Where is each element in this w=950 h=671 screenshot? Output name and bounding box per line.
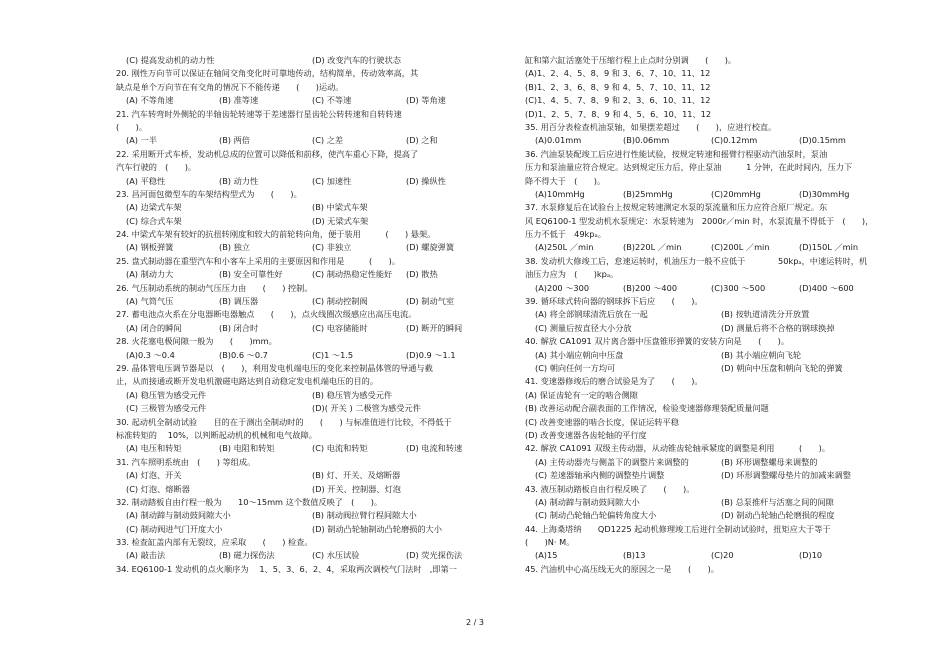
question-line: 25. 盘式制动器在重型汽车和小客车上采用的主要原因和作用是 ( )。: [116, 255, 401, 266]
options-row: [525, 282, 880, 295]
answer-option: (B) 独立: [219, 242, 250, 253]
options-row: [525, 188, 880, 201]
answer-option: (B)0.06mm: [623, 135, 670, 146]
answer-option: (C) 测量后按直径大小分放: [535, 322, 632, 333]
options-row: [116, 523, 472, 536]
answer-option: (C) 非独立: [312, 242, 352, 253]
text-line: (A)1、2、4、5、8、9 和 3、6、7、10、11、12: [525, 68, 711, 79]
answer-option: (B)220L ／min: [623, 242, 682, 253]
answer-option: (D) 荧光探伤法: [406, 550, 463, 561]
answer-option: (D) 操纵性: [406, 175, 446, 186]
question-line: 37. 水泵修复后在试验台上按规定转速测定水泵的泵流量和压力应符合原厂规定。东: [525, 202, 828, 213]
options-row: [525, 349, 880, 362]
answer-option: (B) 闭合时: [219, 322, 259, 333]
question-line: 38. 发动机大修竣工后，怠速运转时，机油压力一般不应低于 50kpₐ，中速运转时，机: [525, 255, 868, 266]
answer-option: (C) 不等速: [312, 95, 352, 106]
answer-option: (A) 稳压管为感受元件: [126, 389, 207, 400]
options-row: [525, 322, 880, 335]
answer-option: (D) 电流和转速: [406, 443, 463, 454]
options-row: [525, 469, 880, 482]
answer-option: (A) 边梁式车架: [126, 202, 182, 213]
answer-option: (B) 两倍: [219, 135, 250, 146]
answer-option: (A)0.01mm: [535, 135, 582, 146]
answer-option: (C) 制动阀进气门开度大小: [126, 523, 223, 534]
question-line: 26. 气压制动系统的制动气压压力由 ( ) 控制。: [116, 282, 313, 293]
answer-option: (D) 朝向中压盘和朝向飞轮的弹簧: [721, 362, 843, 373]
answer-option: (B) 电阻和转矩: [219, 443, 275, 454]
answer-option: (A) 平稳性: [126, 175, 166, 186]
question-line: 45. 汽油机中心高压线无火的原因之一是 ( )。: [525, 563, 719, 574]
answer-option: (A)15: [535, 550, 558, 561]
text-line: 标准转矩的 10%，以判断起动机的机械和电气故障。: [116, 429, 317, 440]
answer-option: (D)400 ～600: [799, 282, 854, 293]
answer-option: (D) 断开的瞬间: [406, 322, 463, 333]
options-row: [116, 268, 472, 281]
question-line: 43. 液压制动踏板自由行程反映了 ( )。: [525, 483, 695, 494]
answer-option: (B) 安全可靠性好: [219, 269, 283, 280]
answer-option: (C) 提高发动机的动力性: [126, 55, 215, 65]
answer-option: (D) 测量后将不合格的钢球换掉: [721, 322, 835, 333]
options-row: [116, 389, 472, 402]
text-line: (B)1、2、3、6、8、9 和 4、5、7、10、11、12: [525, 81, 711, 92]
question-line: 40. 解放 CA1091 双片离合器中压盘锥形弹簧的安装方向是 ( )。: [525, 336, 790, 347]
answer-option: (D)30mmHg: [799, 188, 850, 199]
answer-option: (A) 制动力大: [126, 269, 174, 280]
question-line: 36. 汽油泵装配竣工后应进行性能试验，按规定转速和摇臂行程驱动汽油泵时，泵油: [525, 148, 828, 159]
answer-option: (B) 中梁式车架: [312, 202, 368, 213]
text-line: (A) 保证齿轮有一定的啮合侧隙: [525, 389, 638, 400]
options-row: [525, 509, 880, 522]
text-line: (D) 改善变速器各齿轮轴的平行度: [525, 429, 647, 440]
answer-option: (D) 环形调整螺母垫片的加减来调整: [721, 470, 851, 481]
text-line: 油压力应为 ( )kpₐ。: [525, 269, 619, 280]
text-line: 降不得大于 ( )。: [525, 175, 606, 186]
answer-option: (C) 之差: [312, 135, 344, 146]
question-line: 29. 晶体管电压调节器是以 ( )，利用发电机端电压的变化来控制晶体管的导通与截: [116, 362, 433, 373]
answer-option: (A) 将全部钢球清洗后放在一起: [535, 309, 648, 320]
answer-option: (D)150L ／min: [799, 242, 859, 253]
answer-option: (C)200L ／min: [711, 242, 770, 253]
options-row: [116, 215, 472, 228]
text-line: 压力不低于 49kpₐ。: [525, 229, 606, 240]
answer-option: (D) 螺旋弹簧: [406, 242, 455, 253]
answer-option: (C) 制动控制阀: [312, 296, 368, 307]
answer-option: (A) 制动蹄与制动鼓间隙大小: [535, 496, 640, 507]
answer-option: (D) 之和: [406, 135, 438, 146]
answer-option: (D) 散热: [406, 269, 438, 280]
answer-option: (B)25mmHg: [623, 188, 673, 199]
answer-option: (A)10mmHg: [535, 188, 585, 199]
text-line: (D)1、2、5、7、8、9 和 4、5、6、10、11、12: [525, 108, 712, 119]
answer-option: (D) 制动凸轮轴制动凸轮磨损的大小: [312, 523, 442, 534]
answer-option: (D)0.9 ～1.1: [406, 349, 456, 360]
answer-option: (A) 气筒气压: [126, 296, 174, 307]
answer-option: (C) 朝向任何一方均可: [535, 362, 616, 373]
answer-option: (C) 电流和转矩: [312, 443, 368, 454]
answer-option: (A) 主传动器壳与侧盖下的调整片来调整的: [535, 456, 689, 467]
question-line: 41. 变速器修竣后的磨合试验是为了 ( )。: [525, 376, 703, 387]
options-row: [116, 54, 472, 67]
question-line: 35. 用百分表检查机油泵轴，如果摆差超过 ( )，应进行校直。: [525, 121, 777, 132]
answer-option: (B)0.6 ～0.7: [219, 349, 268, 360]
question-line: 23. 昌河面包微型车的车架结构型式为 ( )。: [116, 188, 302, 199]
text-line: (C)1、4、5、7、8、9 和 2、3、6、10、11、12: [525, 95, 711, 106]
answer-option: (B) 总泵推杆与活塞之间的间隙: [721, 496, 834, 507]
question-line: 28. 火花塞电极间隙一般为 ( )mm。: [116, 336, 277, 347]
text-line: (B) 改善运动配合副表面的工作情况，检验变速器修理装配质量问题: [525, 403, 769, 414]
answer-option: (D) 开关、控制器、灯泡: [312, 483, 401, 494]
text-line: 缺点是单个万向节在有交角的情况下不能传递 ( )运动。: [116, 81, 344, 92]
options-row: [116, 402, 472, 415]
question-line: 34. EQ6100-1 发动机的点火顺序为 1、5、3、6、2、4，采取两次调校气门法时 ,即第一: [116, 563, 457, 574]
answer-option: (C) 制动热稳定性能好: [312, 269, 393, 280]
answer-option: (C) 综合式车架: [126, 215, 182, 226]
answer-option: (B) 灯、开关、及熔断器: [312, 470, 401, 481]
answer-option: (B) 稳压管为感受元件: [312, 389, 393, 400]
options-row: [525, 362, 880, 375]
text-line: 缸和第六缸活塞处于压缩行程上止点时分别调 ( )。: [525, 55, 737, 65]
answer-option: (C)20: [711, 550, 734, 561]
answer-option: (A) 敲击法: [126, 550, 166, 561]
answer-option: (A) 电压和转矩: [126, 443, 182, 454]
answer-option: (B) 调压器: [219, 296, 259, 307]
text-line: 止，从而接通或断开发电机激磁电路达到自动稳定发电机端电压的目的。: [116, 376, 379, 387]
question-line: 42. 解放 CA1091 双级主传动器，从动锥齿轮轴承紧度的调整是利用 ( )。: [525, 443, 830, 454]
options-row: [116, 509, 472, 522]
options-row: [116, 549, 472, 562]
answer-option: (C) 加速性: [312, 175, 352, 186]
options-row: [116, 442, 472, 455]
options-row: [525, 308, 880, 321]
answer-option: (C) 水压试验: [312, 550, 360, 561]
options-row: [116, 469, 472, 482]
answer-option: (B) 制动阀拉臂行程间隙大小: [312, 510, 417, 521]
options-row: [116, 241, 472, 254]
left-column: [116, 54, 472, 576]
answer-option: (A)200 ～300: [535, 282, 590, 293]
answer-option: (B) 其小端应朝向飞轮: [721, 349, 802, 360]
options-row: [116, 94, 472, 107]
answer-option: (D) 制动凸轮轴凸轮磨损的程度: [721, 510, 835, 521]
answer-option: (C)1 ～1.5: [312, 349, 354, 360]
question-line: 27. 蓄电池点火系在分电器断电器触点 ( )，点火线圈次级感应出高压电流。: [116, 309, 417, 320]
right-column: [525, 54, 880, 576]
text-line: 风 EQ6100-1 型发动机水泵规定：水泵转速为 2000r／min 时，水泵流量不得低于 ( )，: [525, 215, 874, 226]
question-line: 31. 汽车照明系统由 ( ) 等组成。: [116, 456, 256, 467]
options-row: [116, 201, 472, 214]
text-line: ( )N· M。: [525, 537, 575, 548]
answer-option: (A) 其小端应朝向中压盘: [535, 349, 624, 360]
question-line: 21. 汽车转弯时外侧轮的半轴齿轮转速等于差速器行星齿轮公转转速和自转转速: [116, 108, 402, 119]
answer-option: (D)10: [799, 550, 823, 561]
options-row: [116, 349, 472, 362]
options-row: [525, 549, 880, 562]
answer-option: (A) 一半: [126, 135, 157, 146]
answer-option: (A)0.3 ～0.4: [126, 349, 175, 360]
answer-option: (A) 不等角速: [126, 95, 174, 106]
answer-option: (C) 三极管为感受元件: [126, 403, 207, 414]
answer-option: (B)13: [623, 550, 646, 561]
answer-option: (C)20mmHg: [711, 188, 761, 199]
answer-option: (B) 环形调整螺母来调整的: [721, 456, 818, 467]
page-number: 2 / 3: [466, 618, 484, 627]
answer-option: (B) 按轨道清洗分开放置: [721, 309, 810, 320]
answer-option: (A) 制动蹄与制动鼓间隙大小: [126, 510, 231, 521]
question-line: 39. 循环球式转向器的钢球拆下后应 ( )。: [525, 296, 703, 307]
answer-option: (C) 灯泡、熔断器: [126, 483, 190, 494]
answer-option: (C)0.12mm: [711, 135, 758, 146]
answer-option: (A)250L ／min: [535, 242, 594, 253]
answer-option: (D) 改变汽车的行驶状态: [312, 55, 401, 65]
answer-option: (C) 制动凸轮轴凸轮偏转角度大小: [535, 510, 657, 521]
answer-option: (D) 无梁式车架: [312, 215, 369, 226]
answer-option: (C)300 ～500: [711, 282, 766, 293]
question-line: 22. 采用断开式车桥，发动机总成的位置可以降低和前移，使汽车重心下降，提高了: [116, 148, 419, 159]
answer-option: (C) 差速器轴承内侧的调整垫片调整: [535, 470, 665, 481]
options-row: [116, 295, 472, 308]
question-line: 44. 上海桑塔纳 QD1225 起动机修理竣工后进行全制动试验时，扭矩应大于等于: [525, 523, 831, 534]
answer-option: (D)0.15mm: [799, 135, 846, 146]
options-row: [525, 241, 880, 254]
question-line: 33. 检查缸盖内部有无裂纹，应采取 ( ) 检查。: [116, 537, 313, 548]
text-line: 汽车行驶的 ( )。: [116, 162, 197, 173]
question-line: 32. 制动踏板自由行程一般为 10～15mm 这个数值反映了 ( )。: [116, 496, 383, 507]
answer-option: (A) 闭合的瞬间: [126, 322, 182, 333]
answer-option: (D) 制动气室: [406, 296, 455, 307]
answer-option: (B) 动力性: [219, 175, 259, 186]
answer-option: (A) 灯泡、开关: [126, 470, 182, 481]
text-line: (C) 改善变速器的啮合长度，保证运转平稳: [525, 416, 679, 427]
answer-option: (D) 等角速: [406, 95, 446, 106]
answer-option: (B) 磁力探伤法: [219, 550, 275, 561]
options-row: [116, 175, 472, 188]
text-line: 压力和泵油量应符合规定。达到规定压力后，停止泵油 1 分钟，在此时间内，压力下: [525, 162, 853, 173]
answer-option: (D)( 开关 ) 二极管为感受元件: [312, 403, 421, 414]
question-line: 20. 刚性万向节可以保证在轴间交角变化时可靠地传动，结构简单，传动效率高，其: [116, 68, 419, 79]
options-row: [116, 322, 472, 335]
answer-option: (A) 钢板弹簧: [126, 242, 174, 253]
question-line: 30. 起动机全制动试验 目的在于测出全制动时的 ( ) 与标准值进行比较，不得低于: [116, 416, 452, 427]
options-row: [116, 134, 472, 147]
answer-option: (B)200 ～400: [623, 282, 678, 293]
options-row: [116, 483, 472, 496]
options-row: [525, 496, 880, 509]
question-line: 24. 中梁式车架有较好的抗扭转刚度和较大的前轮转向角，便于装用 ( ) 悬架。: [116, 229, 436, 240]
answer-option: (C) 电容储能时: [312, 322, 368, 333]
options-row: [525, 456, 880, 469]
answer-option: (B) 准等速: [219, 95, 259, 106]
text-line: ( )。: [116, 121, 147, 132]
options-row: [525, 134, 880, 147]
